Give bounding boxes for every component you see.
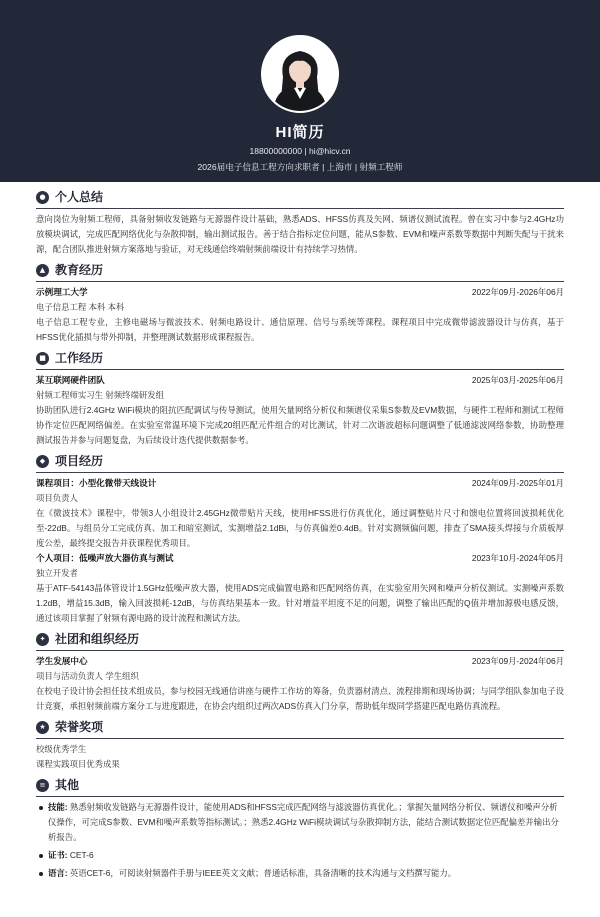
work-text: 协助团队进行2.4GHz WiFi模块的阻抗匹配调试与传导测试，使用矢量网络分析仪和频谱仪采集S参数及EVM数据，与硬件工程师和测试工程师协作定位匹配网络偏差。在实验室常温环境下完成20组匹配元件组合的对比测试，针对二次谐波超标问题调整了低通滤波网络参数，协助整理测试报告并参与问题复盘，为后续设计迭代提供数据参考。 <box>36 405 564 445</box>
section-title: 教育经历 <box>55 263 104 278</box>
campus-section <box>36 629 564 714</box>
more-icon: ≡ <box>36 779 49 792</box>
list-item <box>36 866 564 881</box>
resume-body <box>36 184 564 884</box>
section-header <box>36 187 564 209</box>
projects-section <box>36 451 564 626</box>
campus-row <box>36 654 564 669</box>
section-header <box>36 717 564 739</box>
resume-name: HI简历 <box>275 124 325 141</box>
project-row <box>36 476 564 491</box>
item-label: 技能: <box>48 802 68 812</box>
company-name: 某互联网硬件团队 <box>36 375 105 385</box>
others-list <box>36 800 564 881</box>
item-text: 英语CET-6，可阅读射频器件手册与IEEE英文文献；普通话标准，具备清晰的技术沟通与文档撰写能力。 <box>69 868 457 878</box>
awards-section <box>36 717 564 772</box>
briefcase-icon: ■ <box>36 352 49 365</box>
major: 电子信息工程 本科 本科 <box>36 302 125 312</box>
user-icon: ● <box>36 191 49 204</box>
work-section <box>36 348 564 448</box>
education-section <box>36 260 564 345</box>
item-text: 熟悉射频收发链路与无源器件设计，能使用ADS和HFSS完成匹配网络与滤波器仿真优化。；掌握矢量网络分析仪、频谱仪和噪声分析仪操作，可完成S参数、EVM和噪声系数等指标测试。；熟悉2.4GHz WiFi模块调试与杂散抑制方法，能结合测试数据定位匹配偏差并输出分析报告。 <box>48 802 559 842</box>
education-text: 电子信息工程专业，主修电磁场与微波技术、射频电路设计、通信原理、信号与系统等课程。课程项目中完成微带滤波器设计与仿真，基于HFSS优化插损与带外抑制，并整理测试数据形成课程报告。 <box>36 317 564 342</box>
project-text: 基于ATF-54143晶体管设计1.5GHz低噪声放大器，使用ADS完成偏置电路和匹配网络仿真，在实验室用矢网和噪声分析仪测试。实测噪声系数1.2dB，增益15.3dB，输入回波损耗-12dB，与仿真结果基本一致。针对增益平坦度不足的问题，调整了输出匹配的Q值并增加源极电感反馈，通过该项目掌握了射频有源电路的设计流程和测试方法。 <box>36 583 564 623</box>
project-role: 独立开发者 <box>36 568 78 578</box>
project-date: 2024年09月-2025年01月 <box>471 478 564 488</box>
summary-text: 意向岗位为射频工程师，具备射频收发链路与无源器件设计基础，熟悉ADS、HFSS仿真及矢网、频谱仪测试流程。曾在实习中参与2.4GHz功放模块调试，完成匹配网络优化与杂散抑制，输出测试报告。善于结合指标定位问题，能从S参数、EVM和噪声系数等数据中判断失配与干扰来源，配合团队推进射频方案落地与验证，对无线通信终端射频前端设计有持续学习热情。 <box>36 214 564 254</box>
section-title: 个人总结 <box>55 190 104 205</box>
campus-date: 2023年09月-2024年06月 <box>471 656 564 666</box>
section-title: 工作经历 <box>55 351 104 366</box>
organization-name: 学生发展中心 <box>36 656 88 666</box>
section-title: 社团和组织经历 <box>55 632 140 647</box>
contact-info: 18800000000 | hi@hicv.cn <box>249 146 351 156</box>
award-item: 校级优秀学生 <box>36 744 87 754</box>
section-header <box>36 348 564 370</box>
trophy-icon: ★ <box>36 721 49 734</box>
resume-header <box>0 0 600 182</box>
project-name: 个人项目：低噪声放大器仿真与测试 <box>36 553 174 563</box>
award-item: 课程实践项目优秀成果 <box>36 759 120 769</box>
project-date: 2023年10月-2024年05月 <box>471 553 564 563</box>
list-item <box>36 848 564 863</box>
others-section <box>36 775 564 881</box>
project-role: 项目负责人 <box>36 493 78 503</box>
item-text: CET-6 <box>69 850 94 860</box>
profile-photo <box>261 35 339 113</box>
section-title: 其他 <box>55 778 80 793</box>
work-date: 2025年03月-2025年06月 <box>471 375 564 385</box>
school-name: 示例理工大学 <box>36 287 88 297</box>
group-icon: ✦ <box>36 633 49 646</box>
list-item <box>36 800 564 845</box>
education-row <box>36 285 564 300</box>
campus-text: 在校电子设计协会担任技术组成员，参与校园无线通信讲座与硬件工作坊的筹备，负责器材清点、流程排期和现场协调；与同学组队参加电子设计竞赛，承担射频前端方案分工与进度跟进，在协会内组织过两次ADS仿真入门分享，帮助低年级同学搭建匹配电路仿真流程。 <box>36 686 564 711</box>
education-date: 2022年09月-2026年06月 <box>471 287 564 297</box>
item-label: 语言: <box>48 868 68 878</box>
item-label: 证书: <box>48 850 68 860</box>
campus-role: 项目与活动负责人 学生组织 <box>36 671 139 681</box>
project-name: 课程项目：小型化微带天线设计 <box>36 478 157 488</box>
person-photo-icon <box>263 37 337 111</box>
section-header <box>36 775 564 797</box>
section-header <box>36 451 564 473</box>
project-icon: ◆ <box>36 455 49 468</box>
work-row <box>36 373 564 388</box>
graduation-cap-icon: ▲ <box>36 264 49 277</box>
project-text: 在《微波技术》课程中，带领3人小组设计2.45GHz微带贴片天线，使用HFSS进行仿真优化，通过调整贴片尺寸和馈电位置将回波损耗优化至-22dB。与组员分工完成仿真、加工和暗室测试，实测增益2.1dBi，与仿真偏差0.4dB。针对实测频偏问题，排查了SMA接头焊接与介质板厚度公差，最终提交报告并获课程优秀项目。 <box>36 508 564 548</box>
project-row <box>36 551 564 566</box>
section-header <box>36 260 564 282</box>
work-role: 射频工程师实习生 射频终端研发组 <box>36 390 164 400</box>
section-header <box>36 629 564 651</box>
section-title: 荣誉奖项 <box>55 720 104 735</box>
summary-section <box>36 187 564 257</box>
section-title: 项目经历 <box>55 454 104 469</box>
job-intent: 2026届电子信息工程方向求职者 | 上海市 | 射频工程师 <box>197 162 403 172</box>
